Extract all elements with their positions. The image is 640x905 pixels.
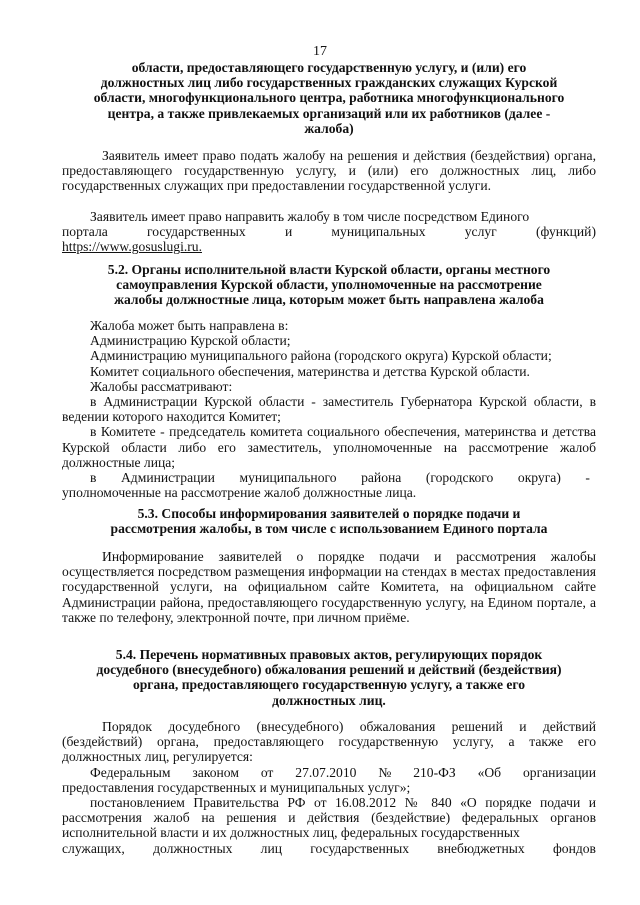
section-5-3-heading [62, 506, 596, 536]
word: округа) [517, 470, 561, 486]
paragraph: Порядок досудебного (внесудебного) обжалования решений и действий (бездействий) органа, предоставляющего государственную услугу, а также его должностных лиц, регулируется: [62, 719, 596, 765]
word: 27.07.2010 [295, 764, 357, 780]
word: государственных [146, 224, 246, 240]
word: муниципального [239, 470, 337, 486]
section-heading-line: жалобы должностные лица, которым может быть направлена жалоба [114, 292, 544, 308]
word: организации [522, 764, 596, 780]
intro-heading-line: центра, а также привлекаемых организаций или их работников (далее - [107, 105, 551, 121]
word: (функций) [535, 224, 596, 240]
list-intro: Жалобы рассматривают: [90, 378, 233, 394]
word: Администрации [120, 470, 215, 486]
word: 210-ФЗ [413, 764, 456, 780]
paragraph-complaint-portal [62, 209, 596, 255]
list-item-spread [62, 470, 596, 485]
section-heading-line: 5.4. Перечень нормативных правовых актов, регулирующих порядок [115, 647, 543, 662]
word: (городского [425, 470, 494, 486]
section-heading-line: 5.2. Органы исполнительной власти Курской области, органы местного [107, 262, 551, 277]
section-heading-line: самоуправления Курской области, уполномоченные на рассмотрение [116, 277, 542, 293]
intro-heading-line: области, многофункционального центра, работника многофункционального [93, 90, 565, 106]
paragraph: постановлением Правительства РФ от 16.08.2012 № 840 «О порядке подачи и рассмотрения жалоб на решения и действия (бездействие) федеральных органов исполнительной власти и их должностных лиц, федеральных государственных [62, 795, 596, 841]
paragraph-complaint-right: Заявитель имеет право подать жалобу на решения и действия (бездействия) органа, предоставляющего государственную услугу, и (или) его должностных лиц, либо государственных служащих при предоставлении государственной услуги. [62, 148, 596, 194]
word: - [585, 470, 590, 486]
section-heading-line: рассмотрения жалобы, в том числе с использованием Единого портала [110, 521, 548, 537]
section-5-2-heading [62, 262, 596, 308]
section-5-3-body: Информирование заявителей о порядке подачи и рассмотрения жалобы осуществляется посредством размещения информации на стендах в местах предоставления государственной услуги, на официальном сайте Комитета, на официальном сайте Администрации района, предоставляющего государственную услугу, на Едином портале, а также по телефону, электронной почте, при личном приёме. [62, 549, 596, 625]
list-item: в Комитете - председатель комитета социального обеспечения, материнства и детства Курской области либо его заместитель, уполномоченные на рассмотрение жалоб должностные лица; [62, 424, 596, 470]
intro-heading-line: должностных лиц либо государственных гражданских служащих Курской [100, 75, 558, 91]
word: портала [62, 224, 108, 240]
page-number: 17 [313, 44, 327, 59]
list-item-tail: уполномоченные на рассмотрение жалоб должностные лица. [62, 485, 417, 501]
list-item: Комитет социального обеспечения, материнства и детства Курской области. [90, 363, 530, 379]
intro-heading [62, 60, 596, 136]
section-heading-line: органа, предоставляющего государственную услугу, а также его [132, 677, 526, 693]
section-heading-line: должностных лиц. [272, 692, 386, 708]
word: в [90, 470, 97, 486]
intro-heading-line: жалоба) [304, 120, 354, 136]
word: Федеральным [90, 764, 171, 780]
last-line-spread [62, 841, 596, 856]
word: «Об [477, 764, 502, 780]
list-item: Администрацию Курской области; [90, 333, 291, 349]
word: муниципальных [331, 224, 426, 240]
word: и [284, 224, 293, 240]
word: района [361, 470, 402, 486]
law-line-spread [62, 765, 596, 780]
word: № [378, 764, 392, 780]
word: должностных [153, 840, 233, 856]
word: услуг [464, 224, 497, 240]
intro-heading-line: области, предоставляющего государственную услугу, и (или) его [131, 60, 527, 75]
word: законом [192, 764, 239, 780]
list-item: Администрацию муниципального района (городского округа) Курской области; [90, 348, 552, 364]
section-5-4-heading [62, 647, 596, 708]
word: служащих, [62, 840, 125, 856]
section-heading-line: 5.3. Способы информирования заявителей о порядке подачи и [137, 506, 521, 521]
list-item: в Администрации Курской области - заместитель Губернатора Курской области, в ведении которого находится Комитет; [62, 394, 596, 425]
word: государственных [310, 840, 410, 856]
word: лиц [260, 840, 282, 856]
word: от [260, 764, 274, 780]
section-heading-line: досудебного (внесудебного) обжалования решений и действий (бездействия) [96, 662, 562, 678]
portal-line: Заявитель имеет право направить жалобу в том числе посредством Единого [90, 209, 530, 224]
list-intro: Жалоба может быть направлена в: [90, 318, 289, 333]
portal-words-line [62, 224, 596, 239]
word: фондов [552, 840, 596, 856]
gosuslugi-link[interactable]: https://www.gosuslugi.ru. [62, 239, 202, 255]
section-5-2-body [62, 318, 596, 500]
word: внебюджетных [437, 840, 525, 856]
section-5-4-body [62, 719, 596, 856]
law-line-tail: предоставления государственных и муниципальных услуг»; [62, 779, 411, 795]
